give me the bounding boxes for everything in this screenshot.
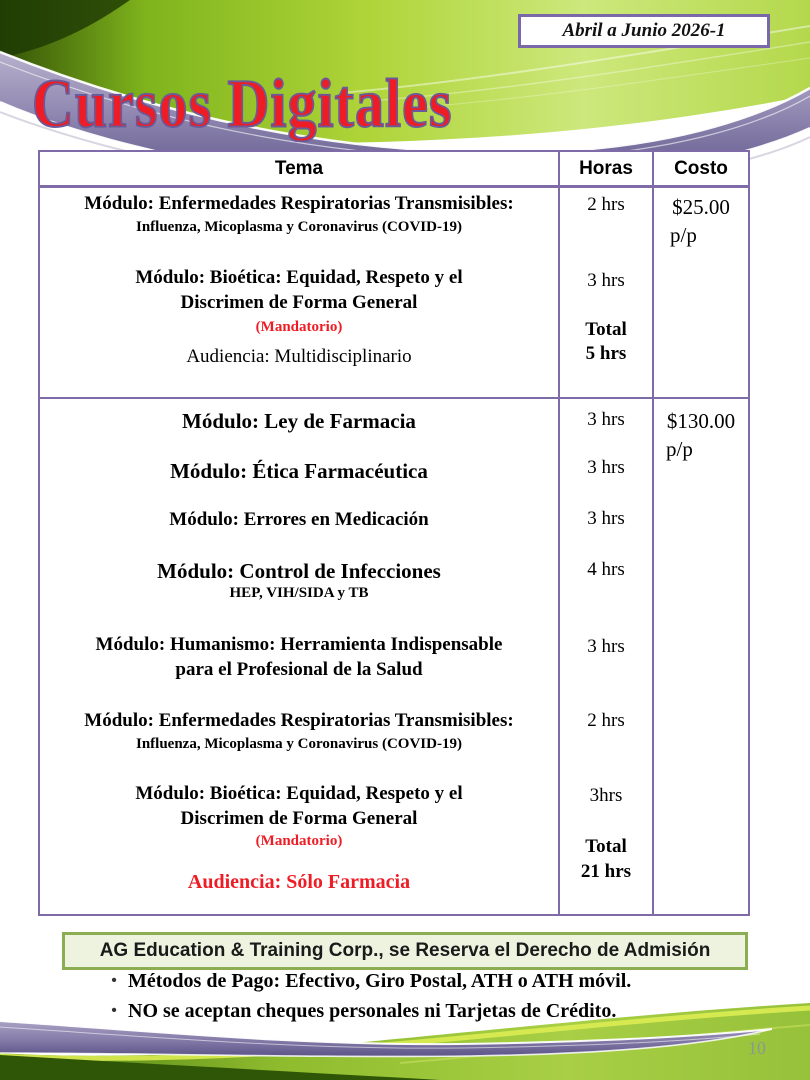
module-title: Módulo: Humanismo: Herramienta Indispensable <box>95 634 503 655</box>
hours-value: 3 hrs <box>587 409 625 430</box>
no-checks-text: NO se aceptan cheques personales ni Tarjetas de Crédito. <box>128 1000 617 1022</box>
module-title: Módulo: Errores en Medicación <box>169 509 429 530</box>
admission-notice-label: AG Education & Training Corp., se Reserva el Derecho de Admisión <box>99 940 711 961</box>
hours-value: 3 hrs <box>587 270 625 291</box>
module-subtitle: Influenza, Micoplasma y Coronavirus (COVID-19) <box>136 219 462 235</box>
table-row-farmacia <box>40 399 748 914</box>
hours-value: 3hrs <box>589 785 623 806</box>
table-header-row <box>40 152 748 188</box>
hours-value: 4 hrs <box>587 559 625 580</box>
cost-unit: p/p <box>670 223 697 247</box>
total-label: Total <box>585 319 627 340</box>
module-title: Módulo: Ética Farmacéutica <box>170 459 428 483</box>
module-title: Módulo: Bioética: Equidad, Respeto y el <box>135 783 463 804</box>
module-title: Discrimen de Forma General <box>180 292 418 313</box>
module-title: para el Profesional de la Salud <box>175 659 423 680</box>
hours-value: 3 hrs <box>587 636 625 657</box>
date-range-badge <box>518 14 770 48</box>
payment-methods-text: Métodos de Pago: Efectivo, Giro Postal, ATH o ATH móvil. <box>128 970 632 992</box>
module-title: Módulo: Ley de Farmacia <box>182 409 416 433</box>
column-header-costo: Costo <box>652 152 748 185</box>
bullet-icon: • <box>111 1002 117 1019</box>
column-header-horas: Horas <box>558 152 652 185</box>
module-title: Módulo: Bioética: Equidad, Respeto y el <box>135 267 463 288</box>
total-hours: 21 hrs <box>580 861 632 882</box>
module-subtitle: Influenza, Micoplasma y Coronavirus (COVID-19) <box>136 736 462 752</box>
page-title: Cursos Digitales <box>32 65 453 142</box>
footer-swoosh-graphic <box>0 995 810 1080</box>
module-title: Discrimen de Forma General <box>180 808 418 829</box>
total-hours: 5 hrs <box>585 343 627 364</box>
cost-unit: p/p <box>666 437 693 461</box>
cost-value: $25.00 <box>672 195 730 219</box>
audience-label: Audiencia: Sólo Farmacia <box>187 871 411 893</box>
course-table <box>38 150 750 916</box>
audience-label: Audiencia: Multidisciplinario <box>186 346 412 367</box>
module-subtitle: HEP, VIH/SIDA y TB <box>229 585 369 601</box>
hours-value: 3 hrs <box>587 508 625 529</box>
admission-notice-box <box>62 932 748 970</box>
module-title: Módulo: Control de Infecciones <box>157 559 441 583</box>
hours-value: 2 hrs <box>587 710 625 731</box>
module-title: Módulo: Enfermedades Respiratorias Transmisibles: <box>84 193 514 214</box>
list-item <box>100 968 740 994</box>
module-title: Módulo: Enfermedades Respiratorias Transmisibles: <box>84 710 514 731</box>
date-range-label: Abril a Junio 2026-1 <box>562 20 726 41</box>
page-number: 10 <box>748 1038 766 1058</box>
table-row-multidisciplinario <box>40 188 748 399</box>
hours-value: 2 hrs <box>587 194 625 215</box>
hours-value: 3 hrs <box>587 457 625 478</box>
mandatory-note: (Mandatorio) <box>255 319 343 335</box>
column-header-tema: Tema <box>274 157 324 179</box>
bullet-icon: • <box>111 972 117 989</box>
cost-value: $130.00 <box>666 409 736 433</box>
total-label: Total <box>585 836 627 857</box>
mandatory-note: (Mandatorio) <box>255 833 343 849</box>
